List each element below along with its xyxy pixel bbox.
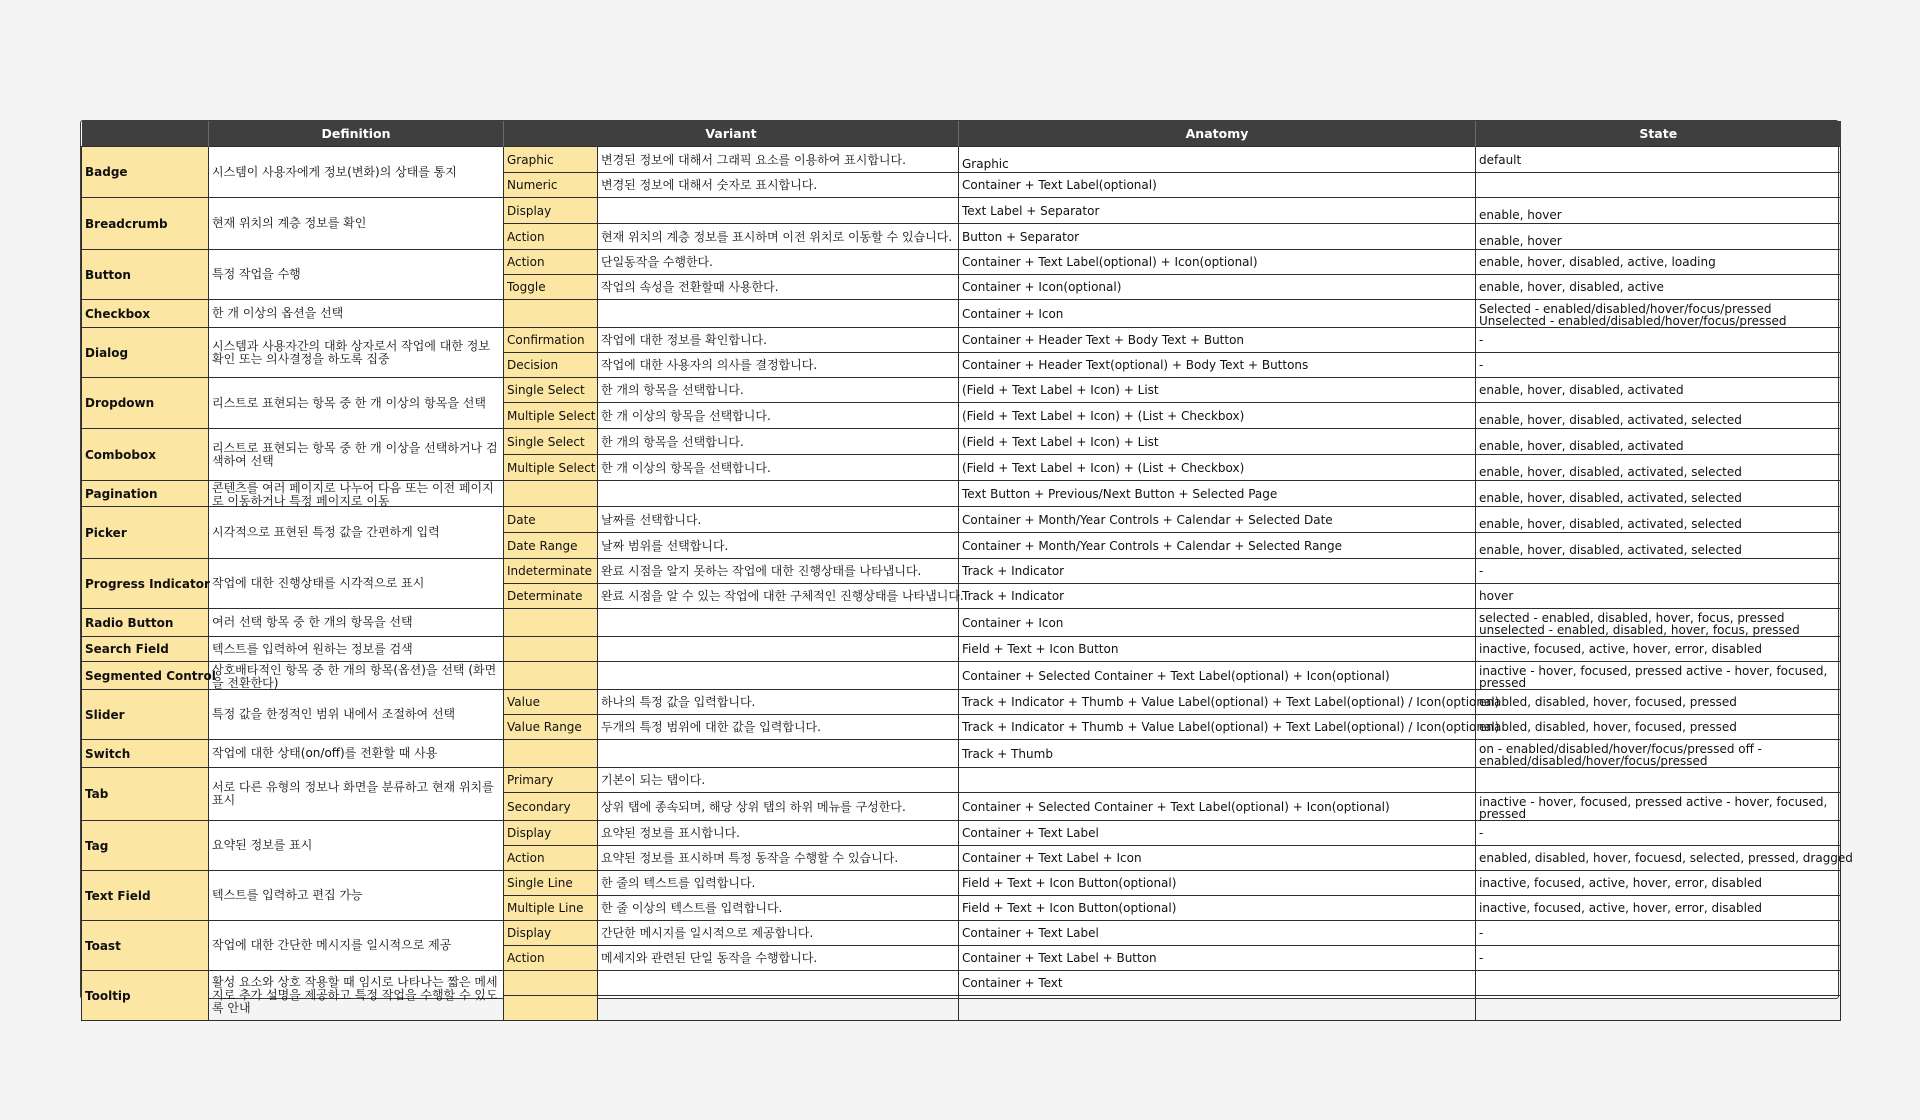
variant-description-cell xyxy=(598,971,959,996)
table-row xyxy=(82,971,1841,996)
variant-description-cell xyxy=(598,637,959,662)
table-row xyxy=(82,821,1841,846)
variant-name-cell xyxy=(504,740,598,768)
component-name-cell: Checkbox xyxy=(82,300,209,328)
definition-cell xyxy=(209,378,504,429)
header-definition: Definition xyxy=(209,121,504,147)
anatomy-cell: Container + Text Label(optional) + Icon(optional) xyxy=(959,250,1476,275)
variant-name-cell: Secondary xyxy=(504,793,598,821)
definition-cell xyxy=(209,609,504,637)
definition-text: 서로 다른 유형의 정보나 화면을 분류하고 현재 위치를 표시 xyxy=(212,780,494,807)
state-text: selected - enabled, disabled, hover, focus, pressed unselected - enabled, disabled, hover, focus, pressed xyxy=(1479,611,1800,637)
component-name-cell: Breadcrumb xyxy=(82,198,209,250)
definition-text: 현재 위치의 계층 정보를 확인 xyxy=(212,216,367,230)
definition-text: 리스트로 표현되는 항목 중 한 개 이상의 항목을 선택 xyxy=(212,395,486,410)
variant-description-cell: 날짜를 선택합니다. xyxy=(598,507,959,533)
table-row xyxy=(82,768,1841,793)
variant-description-cell: 작업의 속성을 전환할때 사용한다. xyxy=(598,275,959,300)
anatomy-cell: Container + Text Label xyxy=(959,821,1476,846)
variant-description-cell: 한 줄 이상의 텍스트를 입력합니다. xyxy=(598,896,959,921)
header-anatomy: Anatomy xyxy=(959,121,1476,147)
state-cell: inactive, focused, active, hover, error, disabled xyxy=(1476,871,1841,896)
variant-name-cell xyxy=(504,300,598,328)
component-name-cell: Dialog xyxy=(82,328,209,378)
definition-text: 활성 요소와 상호 작용할 때 임시로 나타나는 짧은 메세지로 추가 설명을 제공하고 특정 작업을 수행할 수 있도록 안내 xyxy=(212,975,498,1015)
variant-name-cell: Primary xyxy=(504,768,598,793)
definition-cell xyxy=(209,250,504,300)
state-cell: enable, hover, disabled, activated, selected xyxy=(1476,533,1841,559)
state-cell: enabled, disabled, hover, focuesd, selected, pressed, dragged xyxy=(1476,846,1841,871)
variant-description-cell: 메세지와 관련된 단일 동작을 수행합니다. xyxy=(598,946,959,971)
variant-description-cell xyxy=(598,198,959,224)
state-cell: - xyxy=(1476,946,1841,971)
state-cell xyxy=(1476,300,1841,328)
table-row xyxy=(82,198,1841,224)
variant-description-cell xyxy=(598,481,959,507)
definition-text: 콘텐츠를 여러 페이지로 나누어 다음 또는 이전 페이지로 이동하거나 특정 페이지로 이동 xyxy=(212,480,494,508)
variant-name-cell: Confirmation xyxy=(504,328,598,353)
component-name-cell: Combobox xyxy=(82,429,209,481)
definition-cell xyxy=(209,662,504,690)
state-cell: - xyxy=(1476,559,1841,584)
definition-cell xyxy=(209,768,504,821)
variant-name-cell: Single Line xyxy=(504,871,598,896)
variant-description-cell: 완료 시점을 알지 못하는 작업에 대한 진행상태를 나타냅니다. xyxy=(598,559,959,584)
component-name-cell: Badge xyxy=(82,147,209,198)
variant-description-cell: 단일동작을 수행한다. xyxy=(598,250,959,275)
variant-name-cell: Date Range xyxy=(504,533,598,559)
anatomy-cell: Container + Text Label + Button xyxy=(959,946,1476,971)
variant-description-cell: 한 줄의 텍스트를 입력합니다. xyxy=(598,871,959,896)
anatomy-cell: Container + Month/Year Controls + Calendar + Selected Date xyxy=(959,507,1476,533)
anatomy-cell: Text Button + Previous/Next Button + Selected Page xyxy=(959,481,1476,507)
variant-description-cell xyxy=(598,996,959,1021)
variant-name-cell: Action xyxy=(504,224,598,250)
state-text: inactive - hover, focused, pressed active - hover, focused, pressed xyxy=(1479,795,1828,821)
variant-name-cell: Determinate xyxy=(504,584,598,609)
state-cell: enable, hover, disabled, activated xyxy=(1476,429,1841,455)
definition-text: 요약된 정보를 표시 xyxy=(212,838,313,852)
state-cell: - xyxy=(1476,328,1841,353)
table-row xyxy=(82,328,1841,353)
variant-name-cell: Toggle xyxy=(504,275,598,300)
variant-name-cell: Multiple Select xyxy=(504,403,598,429)
variant-name-cell xyxy=(504,996,598,1021)
state-cell: enable, hover xyxy=(1476,224,1841,250)
anatomy-cell: Container + Icon xyxy=(959,609,1476,637)
variant-name-cell xyxy=(504,662,598,690)
state-cell: enable, hover, disabled, activated, selected xyxy=(1476,403,1841,429)
component-name-cell: Picker xyxy=(82,507,209,559)
variant-description-cell xyxy=(598,609,959,637)
definition-cell xyxy=(209,328,504,378)
variant-name-cell: Indeterminate xyxy=(504,559,598,584)
state-cell xyxy=(1476,662,1841,690)
component-name-cell: Tag xyxy=(82,821,209,871)
table-row xyxy=(82,481,1841,507)
component-spec-table xyxy=(81,121,1853,1021)
table-row xyxy=(82,147,1841,173)
variant-name-cell: Single Select xyxy=(504,429,598,455)
variant-description-cell: 간단한 메시지를 일시적으로 제공합니다. xyxy=(598,921,959,946)
anatomy-cell: (Field + Text Label + Icon) + List xyxy=(959,378,1476,403)
state-cell: enabled, disabled, hover, focused, pressed xyxy=(1476,690,1841,715)
anatomy-cell: Field + Text + Icon Button xyxy=(959,637,1476,662)
anatomy-cell: Container + Header Text(optional) + Body Text + Buttons xyxy=(959,353,1476,378)
anatomy-cell: Container + Icon(optional) xyxy=(959,275,1476,300)
variant-name-cell xyxy=(504,481,598,507)
definition-text: 특정 작업을 수행 xyxy=(212,267,301,281)
variant-description-cell xyxy=(598,300,959,328)
header-variant: Variant xyxy=(504,121,959,147)
variant-description-cell xyxy=(598,662,959,690)
definition-cell xyxy=(209,300,504,328)
anatomy-cell: (Field + Text Label + Icon) + (List + Checkbox) xyxy=(959,403,1476,429)
definition-cell xyxy=(209,147,504,198)
anatomy-cell: Track + Indicator xyxy=(959,559,1476,584)
anatomy-cell: Container + Month/Year Controls + Calendar + Selected Range xyxy=(959,533,1476,559)
component-name-cell: Text Field xyxy=(82,871,209,921)
definition-cell xyxy=(209,971,504,1021)
component-name-cell: Slider xyxy=(82,690,209,740)
state-cell: default xyxy=(1476,147,1841,173)
variant-description-cell: 작업에 대한 정보를 확인합니다. xyxy=(598,328,959,353)
definition-text: 리스트로 표현되는 항목 중 한 개 이상을 선택하거나 검색하여 선택 xyxy=(212,440,498,468)
component-name-cell: Button xyxy=(82,250,209,300)
state-cell xyxy=(1476,740,1841,768)
table-row xyxy=(82,740,1841,768)
state-text: on - enabled/disabled/hover/focus/pressed off - enabled/disabled/hover/focus/pressed xyxy=(1479,742,1763,768)
header-component xyxy=(82,121,209,147)
component-name-cell: Progress Indicator xyxy=(82,559,209,609)
variant-name-cell xyxy=(504,609,598,637)
state-cell: enable, hover, disabled, activated, selected xyxy=(1476,481,1841,507)
variant-name-cell: Multiple Select xyxy=(504,455,598,481)
state-cell xyxy=(1476,971,1841,996)
variant-name-cell xyxy=(504,971,598,996)
variant-name-cell: Numeric xyxy=(504,173,598,198)
variant-description-cell: 하나의 특정 값을 입력합니다. xyxy=(598,690,959,715)
variant-name-cell: Value Range xyxy=(504,715,598,740)
variant-description-cell: 완료 시점을 알 수 있는 작업에 대한 구체적인 진행상태를 나타냅니다. xyxy=(598,584,959,609)
table-row xyxy=(82,378,1841,403)
variant-name-cell: Action xyxy=(504,846,598,871)
anatomy-cell: Field + Text + Icon Button(optional) xyxy=(959,896,1476,921)
anatomy-cell xyxy=(959,996,1476,1021)
variant-description-cell: 날짜 범위를 선택합니다. xyxy=(598,533,959,559)
state-cell: enable, hover, disabled, active xyxy=(1476,275,1841,300)
table-row xyxy=(82,507,1841,533)
state-cell xyxy=(1476,793,1841,821)
definition-text: 텍스트를 입력하여 원하는 정보를 검색 xyxy=(212,641,413,656)
table-row xyxy=(82,250,1841,275)
variant-description-cell: 두개의 특정 범위에 대한 값을 입력합니다. xyxy=(598,715,959,740)
table-body xyxy=(82,147,1853,1021)
component-name-cell: Toast xyxy=(82,921,209,971)
definition-text: 작업에 대한 진행상태를 시각적으로 표시 xyxy=(212,576,425,590)
variant-name-cell: Multiple Line xyxy=(504,896,598,921)
variant-name-cell: Graphic xyxy=(504,147,598,173)
definition-text: 시스템과 사용자간의 대화 상자로서 작업에 대한 정보 확인 또는 의사결정을 하도록 집중 xyxy=(212,338,490,366)
component-name-cell: Dropdown xyxy=(82,378,209,429)
component-name-cell: Search Field xyxy=(82,637,209,662)
table-row xyxy=(82,662,1841,690)
variant-description-cell: 작업에 대한 사용자의 의사를 결정합니다. xyxy=(598,353,959,378)
definition-text: 작업에 대한 간단한 메시지를 일시적으로 제공 xyxy=(212,938,452,952)
definition-text: 여러 선택 항목 중 한 개의 항목을 선택 xyxy=(212,615,413,629)
variant-description-cell: 요약된 정보를 표시합니다. xyxy=(598,821,959,846)
anatomy-cell: Container + Text Label(optional) xyxy=(959,173,1476,198)
variant-name-cell: Action xyxy=(504,946,598,971)
table-row xyxy=(82,637,1841,662)
variant-name-cell: Date xyxy=(504,507,598,533)
anatomy-cell: Track + Indicator xyxy=(959,584,1476,609)
anatomy-cell: Container + Selected Container + Text Label(optional) + Icon(optional) xyxy=(959,793,1476,821)
state-cell: - xyxy=(1476,921,1841,946)
table-row xyxy=(82,690,1841,715)
variant-description-cell: 변경된 정보에 대해서 그래픽 요소를 이용하여 표시합니다. xyxy=(598,147,959,173)
anatomy-cell: Container + Text xyxy=(959,971,1476,996)
state-cell: - xyxy=(1476,821,1841,846)
variant-description-cell: 요약된 정보를 표시하며 특정 동작을 수행할 수 있습니다. xyxy=(598,846,959,871)
anatomy-cell: Container + Text Label xyxy=(959,921,1476,946)
anatomy-cell: Track + Indicator + Thumb + Value Label(optional) + Text Label(optional) / Icon(optional) xyxy=(959,690,1476,715)
table-row xyxy=(82,559,1841,584)
anatomy-cell: Text Label + Separator xyxy=(959,198,1476,224)
definition-cell xyxy=(209,429,504,481)
table-header-row xyxy=(82,121,1841,147)
variant-description-cell: 한 개 이상의 항목을 선택합니다. xyxy=(598,455,959,481)
component-name-cell: Switch xyxy=(82,740,209,768)
definition-cell xyxy=(209,507,504,559)
state-cell xyxy=(1476,768,1841,793)
state-cell: - xyxy=(1476,353,1841,378)
definition-text: 한 개 이상의 옵션을 선택 xyxy=(212,306,344,320)
state-cell xyxy=(1476,173,1841,198)
anatomy-cell: Container + Icon xyxy=(959,300,1476,328)
definition-cell xyxy=(209,690,504,740)
state-cell: hover xyxy=(1476,584,1841,609)
state-text: Selected - enabled/disabled/hover/focus/pressed Unselected - enabled/disabled/hover/focus/pressed xyxy=(1479,302,1787,328)
definition-cell xyxy=(209,198,504,250)
variant-description-cell: 한 개의 항목을 선택합니다. xyxy=(598,429,959,455)
anatomy-cell: (Field + Text Label + Icon) + (List + Checkbox) xyxy=(959,455,1476,481)
definition-cell xyxy=(209,740,504,768)
anatomy-cell: Container + Text Label + Icon xyxy=(959,846,1476,871)
definition-cell xyxy=(209,637,504,662)
header-state: State xyxy=(1476,121,1841,147)
variant-name-cell: Value xyxy=(504,690,598,715)
anatomy-cell: Field + Text + Icon Button(optional) xyxy=(959,871,1476,896)
variant-name-cell: Single Select xyxy=(504,378,598,403)
definition-text: 시각적으로 표현된 특정 값을 간편하게 입력 xyxy=(212,525,440,539)
variant-name-cell: Action xyxy=(504,250,598,275)
anatomy-cell: Container + Header Text + Body Text + Button xyxy=(959,328,1476,353)
variant-name-cell: Display xyxy=(504,921,598,946)
definition-text: 작업에 대한 상태(on/off)를 전환할 때 사용 xyxy=(212,746,438,760)
definition-cell xyxy=(209,871,504,921)
variant-description-cell: 현재 위치의 계층 정보를 표시하며 이전 위치로 이동할 수 있습니다. xyxy=(598,224,959,250)
variant-description-cell: 한 개의 항목을 선택합니다. xyxy=(598,378,959,403)
variant-description-cell: 기본이 되는 탭이다. xyxy=(598,768,959,793)
definition-cell xyxy=(209,921,504,971)
definition-text: 상호배타적인 항목 중 한 개의 항목(옵션)을 선택 (화면을 전환한다) xyxy=(212,662,497,690)
component-name-cell: Tooltip xyxy=(82,971,209,1021)
table-row xyxy=(82,921,1841,946)
variant-name-cell: Display xyxy=(504,198,598,224)
variant-name-cell xyxy=(504,637,598,662)
table-row xyxy=(82,300,1841,328)
definition-cell xyxy=(209,559,504,609)
definition-text: 시스템이 사용자에게 정보(변화)의 상태를 통지 xyxy=(212,164,457,179)
variant-name-cell: Decision xyxy=(504,353,598,378)
definition-text: 텍스트를 입력하고 편집 가능 xyxy=(212,888,363,902)
state-cell: enable, hover, disabled, active, loading xyxy=(1476,250,1841,275)
variant-description-cell: 상위 탭에 종속되며, 해당 상위 탭의 하위 메뉴를 구성한다. xyxy=(598,793,959,821)
variant-description-cell: 변경된 정보에 대해서 숫자로 표시합니다. xyxy=(598,173,959,198)
state-cell: inactive, focused, active, hover, error, disabled xyxy=(1476,896,1841,921)
anatomy-cell: Track + Thumb xyxy=(959,740,1476,768)
component-spec-table-container xyxy=(80,120,1853,1015)
state-cell: inactive, focused, active, hover, error, disabled xyxy=(1476,637,1841,662)
state-cell: enable, hover, disabled, activated xyxy=(1476,378,1841,403)
anatomy-cell: Track + Indicator + Thumb + Value Label(optional) + Text Label(optional) / Icon(optional) xyxy=(959,715,1476,740)
component-name-cell: Radio Button xyxy=(82,609,209,637)
variant-name-cell: Display xyxy=(504,821,598,846)
variant-description-cell: 한 개 이상의 항목을 선택합니다. xyxy=(598,403,959,429)
anatomy-cell: (Field + Text Label + Icon) + List xyxy=(959,429,1476,455)
variant-description-cell xyxy=(598,740,959,768)
state-cell: enable, hover, disabled, activated, selected xyxy=(1476,455,1841,481)
anatomy-cell: Graphic xyxy=(959,147,1476,173)
component-name-cell: Tab xyxy=(82,768,209,821)
state-cell: enable, hover, disabled, activated, selected xyxy=(1476,507,1841,533)
definition-cell xyxy=(209,481,504,507)
state-cell xyxy=(1476,609,1841,637)
anatomy-cell: Button + Separator xyxy=(959,224,1476,250)
anatomy-cell: Container + Selected Container + Text Label(optional) + Icon(optional) xyxy=(959,662,1476,690)
table-row xyxy=(82,871,1841,896)
definition-cell xyxy=(209,821,504,871)
component-name-cell: Pagination xyxy=(82,481,209,507)
state-text: inactive - hover, focused, pressed active - hover, focused, pressed xyxy=(1479,664,1828,690)
table-row xyxy=(82,609,1841,637)
state-cell: enabled, disabled, hover, focused, pressed xyxy=(1476,715,1841,740)
state-cell: enable, hover xyxy=(1476,198,1841,224)
table-row xyxy=(82,429,1841,455)
definition-text: 특정 값을 한정적인 범위 내에서 조절하여 선택 xyxy=(212,707,456,721)
state-cell xyxy=(1476,996,1841,1021)
component-name-cell: Segmented Control xyxy=(82,662,209,690)
anatomy-cell xyxy=(959,768,1476,793)
